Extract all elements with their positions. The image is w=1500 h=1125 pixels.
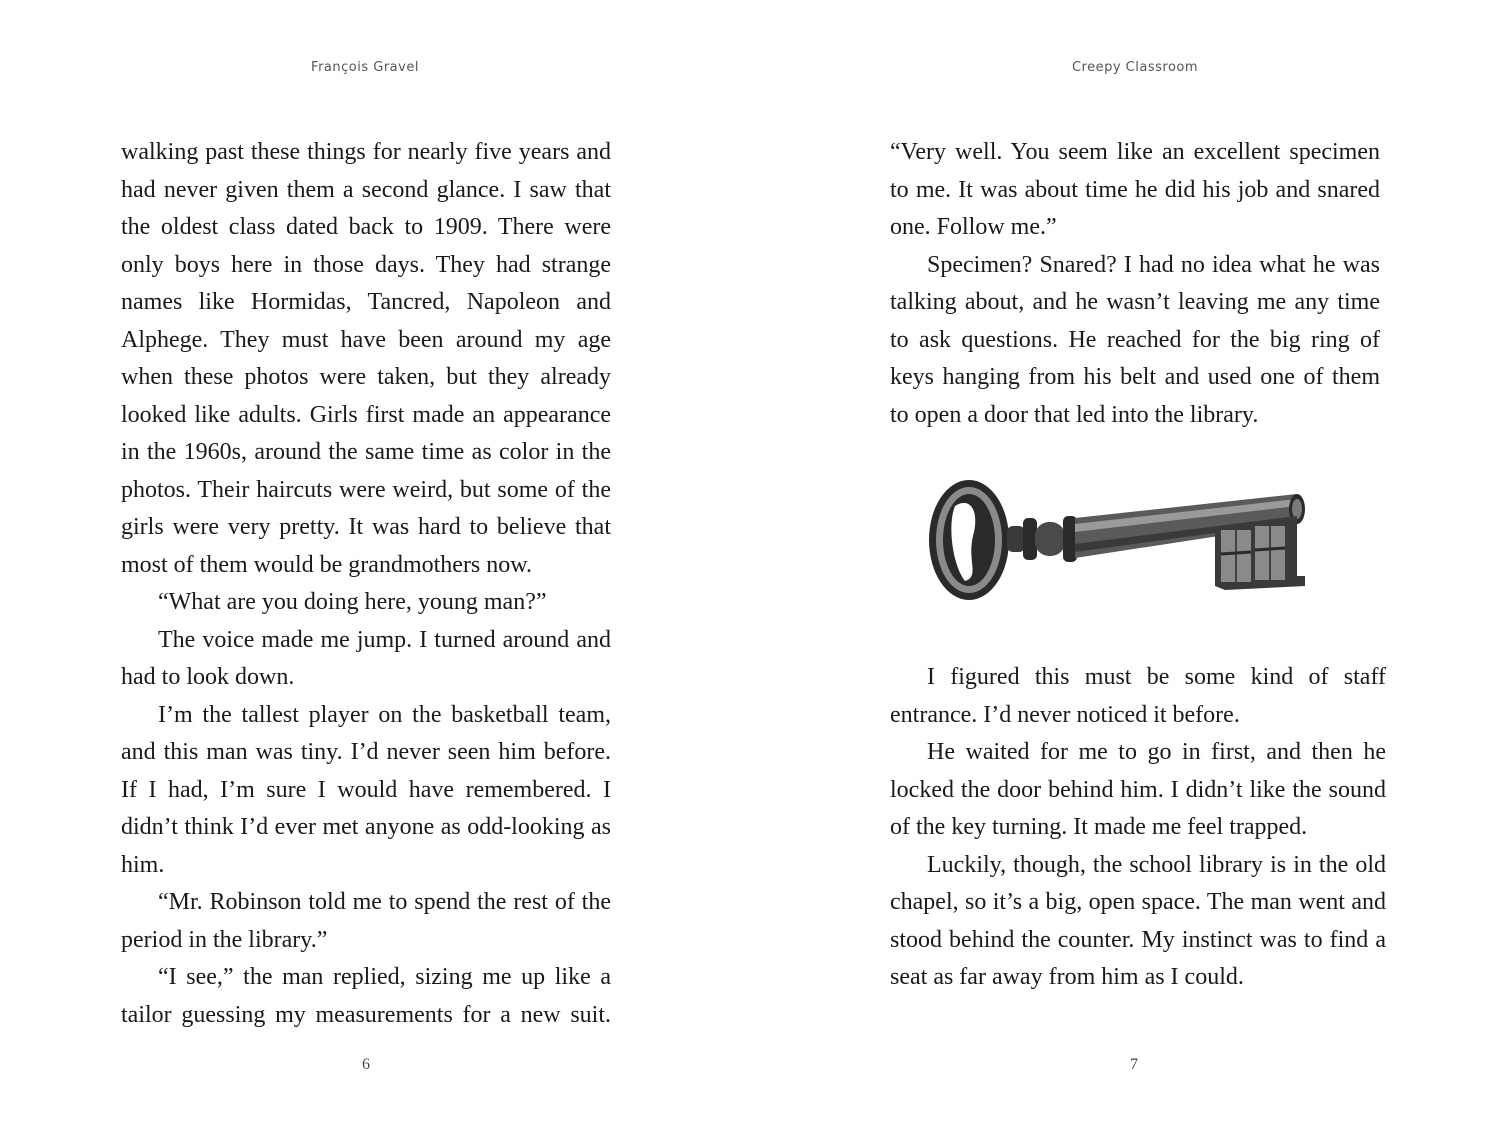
paragraph: I’m the tallest player on the basketball team, and this man was tiny. I’d never seen him before. If I had, I’m sure I would have remembered. I didn’t think I’d ever met anyone as odd-looking as him.	[121, 701, 611, 878]
page-number: 6	[362, 1056, 370, 1073]
right-page	[750, 0, 1500, 1125]
paragraph: “Very well. You seem like an excellent specimen to me. It was about time he did his job and snared one. Follow me.”	[890, 139, 1380, 240]
paragraph: walking past these things for nearly five years and had never given them a second glance. I saw that the oldest class dated back to 1909. There were only boys here in those days. They had strange names like Hormidas, Tancred, Napoleon and Alphege. They must have been around my age when these photos were taken, but they already looked like adults. Girls first made an appearance in the 1960s, around the same time as color in the photos. Their haircuts were weird, but some of the girls were very pretty. It was hard to believe that most of them would be grandmothers now.	[121, 139, 611, 578]
right-page-body-bottom	[890, 659, 1386, 997]
paragraph: Specimen? Snared? I had no idea what he was talking about, and he wasn’t leaving me any time to ask questions. He reached for the big ring of keys hanging from his belt and used one of them to open a door that led into the library.	[890, 251, 1380, 428]
paragraph: “Mr. Robinson told me to spend the rest of the period in the library.”	[121, 889, 611, 953]
skeleton-key-icon	[925, 466, 1325, 616]
right-page-body-top	[890, 134, 1380, 434]
paragraph: The voice made me jump. I turned around and had to look down.	[121, 626, 611, 690]
running-head-title: Creepy Classroom	[1071, 60, 1199, 75]
running-head-author: François Gravel	[311, 60, 419, 75]
paragraph: “What are you doing here, young man?”	[158, 589, 547, 615]
paragraph: He waited for me to go in first, and then he locked the door behind him. I didn’t like the sound of the key turning. It made me feel trapped.	[890, 739, 1386, 840]
paragraph: Luckily, though, the school library is in the old chapel, so it’s a big, open space. The man went and stood behind the counter. My instinct was to find a seat as far away from him as I could.	[890, 851, 1386, 990]
paragraph: I figured this must be some kind of staff entrance. I’d never noticed it before.	[890, 664, 1386, 728]
page-number: 7	[1130, 1056, 1138, 1073]
left-page-body	[121, 134, 611, 1034]
paragraph: “I see,” the man replied, sizing me up like a tailor guessing my measurements for a new suit.	[121, 964, 611, 1028]
